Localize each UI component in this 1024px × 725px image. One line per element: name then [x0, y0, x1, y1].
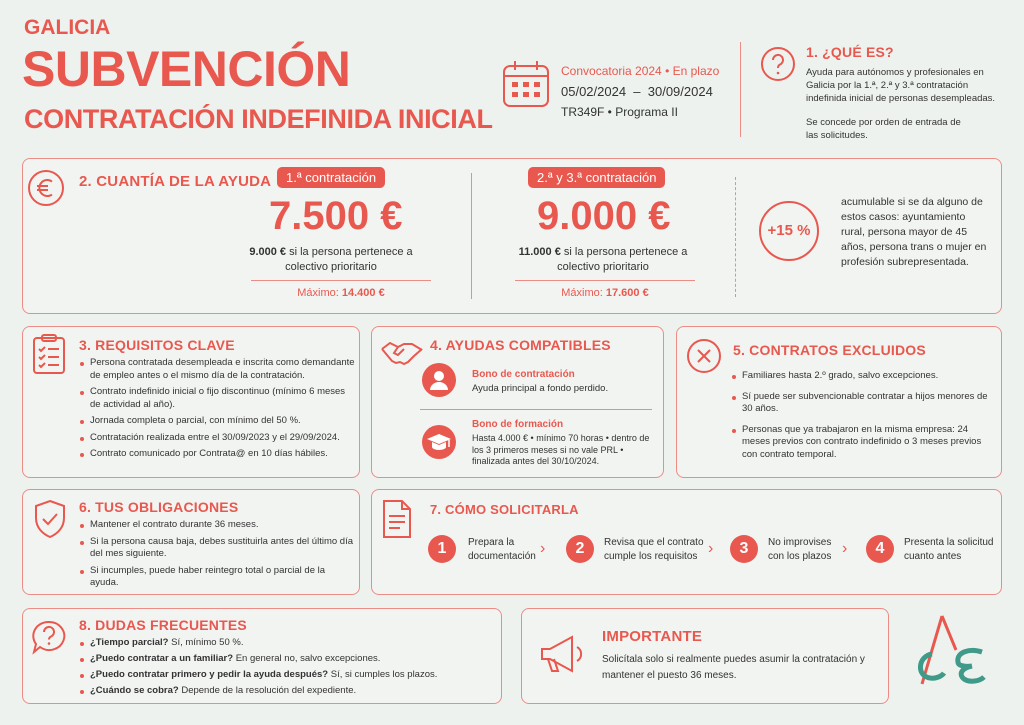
- first-max-label: Máximo:: [297, 287, 342, 299]
- question-icon: [760, 46, 796, 82]
- list-item: Jornada completa o parcial, con mínimo del 50 %.: [79, 415, 357, 428]
- header-divider: [740, 42, 741, 137]
- list-item: Si la persona causa baja, debes sustituirla antes del último día del mes siguiente.: [79, 536, 355, 561]
- list-item: [79, 669, 499, 681]
- person-badge: [422, 363, 456, 397]
- cuantia-divider-1: [471, 173, 472, 299]
- bono1-title: Bono de contratación: [472, 369, 575, 380]
- euro-icon: [27, 169, 65, 207]
- bonus-badge-text: +15 %: [767, 222, 811, 239]
- second-contract-amount: 9.000 €: [537, 194, 671, 238]
- importante-card: [521, 608, 889, 704]
- second-max-label: Máximo:: [561, 287, 606, 299]
- chevron-right-icon: ›: [708, 540, 714, 557]
- cross-circle-icon: [685, 337, 723, 375]
- list-item: Contrato indefinido inicial o fijo discontinuo (mínimo 6 meses de actividad al año).: [79, 386, 357, 411]
- faq-question: ¿Tiempo parcial?: [90, 637, 169, 648]
- first-contract-max: [251, 287, 431, 299]
- first-contract-pill: 1.ª contratación: [277, 167, 385, 188]
- faq-answer: Sí, mínimo 50 %.: [168, 637, 244, 648]
- obligaciones-heading: 6. TUS OBLIGACIONES: [79, 499, 239, 515]
- step-1-number: 1: [428, 535, 456, 563]
- dudas-heading: 8. DUDAS FRECUENTES: [79, 617, 247, 633]
- chevron-right-icon: ›: [842, 540, 848, 557]
- question-bubble-icon: [31, 619, 67, 657]
- graduation-badge: [422, 425, 456, 459]
- faq-question: ¿Puedo contratar a un familiar?: [90, 653, 234, 664]
- que-es-text: Ayuda para autónomos y profesionales en Galicia por la 1.ª, 2.ª y 3.ª contratación indefinida inicial de personas desempleadas.: [806, 67, 996, 104]
- que-es-heading: 1. ¿QUÉ ES?: [806, 44, 894, 60]
- list-item: Mantener el contrato durante 36 meses.: [79, 519, 355, 532]
- requisitos-card: [22, 326, 360, 478]
- step-4-number: 4: [866, 535, 894, 563]
- excluidos-list: [731, 370, 993, 465]
- list-item: Personas que ya trabajaron en la misma empresa: 24 meses previos con contrato indefinido o 3 meses previos con contrato temporal.: [731, 424, 993, 462]
- handshake-icon: [380, 337, 424, 369]
- second-contract-note: [503, 245, 703, 275]
- excluidos-heading: 5. CONTRATOS EXCLUIDOS: [733, 342, 926, 358]
- ace-logo-icon: [910, 610, 990, 700]
- cuantia-card: [22, 158, 1002, 314]
- step-3-number: 3: [730, 535, 758, 563]
- faq-answer: En general no, salvo excepciones.: [233, 653, 381, 664]
- graduation-cap-icon: [422, 425, 456, 459]
- bono2-title: Bono de formación: [472, 419, 564, 430]
- region-label: GALICIA: [24, 16, 111, 39]
- bonus-text: acumulable si se da alguno de estos casos: ayuntamiento rural, persona mayor de 45 años, persona trans o mujer en profesión subrepresentada.: [841, 196, 987, 268]
- chevron-right-icon: ›: [540, 540, 546, 557]
- first-divider: [251, 280, 431, 281]
- faq-question: ¿Cuándo se cobra?: [90, 685, 179, 696]
- compatibles-card: [371, 326, 664, 478]
- first-max-value: 14.400 €: [341, 287, 385, 299]
- list-item: Contrato comunicado por Contrata@ en 10 días hábiles.: [79, 448, 357, 461]
- requisitos-list: [79, 357, 357, 465]
- first-contract-note: [231, 245, 431, 275]
- first-contract-note-text: si la persona pertenece a colectivo prioritario: [285, 246, 413, 273]
- importante-text: Solicítala solo si realmente puedes asumir la contratación y mantener el puesto 36 meses.: [602, 654, 865, 681]
- faq-question: ¿Puedo contratar primero y pedir la ayuda después?: [90, 669, 329, 680]
- cuantia-divider-2: [735, 177, 736, 297]
- requisitos-heading: 3. REQUISITOS CLAVE: [79, 337, 235, 353]
- document-icon: [380, 498, 414, 540]
- obligaciones-list: [79, 519, 355, 594]
- list-item: [79, 685, 499, 697]
- convocatoria-dates: 05/02/2024 – 30/09/2024: [561, 84, 713, 99]
- compatibles-heading: 4. AYUDAS COMPATIBLES: [430, 337, 611, 353]
- list-item: [79, 653, 499, 665]
- solicitar-card: [371, 489, 1002, 595]
- bono1-text: Ayuda principal a fondo perdido.: [472, 383, 609, 394]
- second-contract-note-amount: 11.000 €: [518, 246, 561, 258]
- step-2-text: Revisa que el contrato cumple los requisitos: [604, 537, 704, 562]
- step-3-text: No improvises con los plazos: [768, 537, 832, 562]
- importante-heading: IMPORTANTE: [602, 628, 703, 645]
- second-max-value: 17.600 €: [605, 287, 649, 299]
- bono2-text: Hasta 4.000 € • mínimo 70 horas • dentro de los 3 primeros meses si no vale PRL • finalizada antes del 30/10/2024.: [472, 433, 650, 466]
- second-contract-note-text: si la persona pertenece a colectivo prioritario: [557, 246, 688, 273]
- faq-answer: Depende de la resolución del expediente.: [178, 685, 357, 696]
- que-es-note: Se concede por orden de entrada de las solicitudes.: [806, 117, 961, 141]
- step-4-text: Presenta la solicitud cuanto antes: [904, 537, 994, 562]
- obligaciones-card: [22, 489, 360, 595]
- list-item: Contratación realizada entre el 30/09/2023 y el 29/09/2024.: [79, 432, 357, 445]
- first-contract-note-amount: 9.000 €: [249, 246, 287, 258]
- list-item: Si incumples, puede haber reintegro total o parcial de la ayuda.: [79, 565, 355, 590]
- dudas-list: [79, 637, 499, 701]
- faq-answer: Sí, si cumples los plazos.: [328, 669, 438, 680]
- list-item: Familiares hasta 2.º grado, salvo excepciones.: [731, 370, 993, 383]
- second-contract-pill: 2.ª y 3.ª contratación: [528, 167, 665, 188]
- calendar-icon: [500, 58, 552, 110]
- page-subtitle: CONTRATACIÓN INDEFINIDA INICIAL: [24, 104, 493, 134]
- list-item: Persona contratada desempleada e inscrita como demandante de empleo antes o el mismo día de la contratación.: [79, 357, 357, 382]
- person-icon: [422, 363, 456, 397]
- shield-check-icon: [31, 498, 69, 540]
- dudas-card: [22, 608, 502, 704]
- excluidos-card: [676, 326, 1002, 478]
- step-1-text: Prepara la documentación: [468, 537, 536, 562]
- solicitar-heading: 7. CÓMO SOLICITARLA: [430, 502, 579, 517]
- bonus-badge: [759, 201, 819, 261]
- cuantia-heading: 2. CUANTÍA DE LA AYUDA: [79, 173, 272, 190]
- checklist-icon: [31, 333, 67, 375]
- convocatoria-status: Convocatoria 2024 • En plazo: [561, 64, 720, 78]
- step-2-number: 2: [566, 535, 594, 563]
- convocatoria-code: TR349F • Programa II: [561, 105, 678, 119]
- list-item: [79, 637, 499, 649]
- megaphone-icon: [536, 631, 586, 679]
- second-contract-max: [515, 287, 695, 299]
- page-title: SUBVENCIÓN: [22, 41, 351, 97]
- list-item: Sí puede ser subvencionable contratar a hijos menores de 30 años.: [731, 391, 993, 416]
- second-divider: [515, 280, 695, 281]
- first-contract-amount: 7.500 €: [269, 194, 403, 238]
- compatibles-divider: [420, 409, 652, 410]
